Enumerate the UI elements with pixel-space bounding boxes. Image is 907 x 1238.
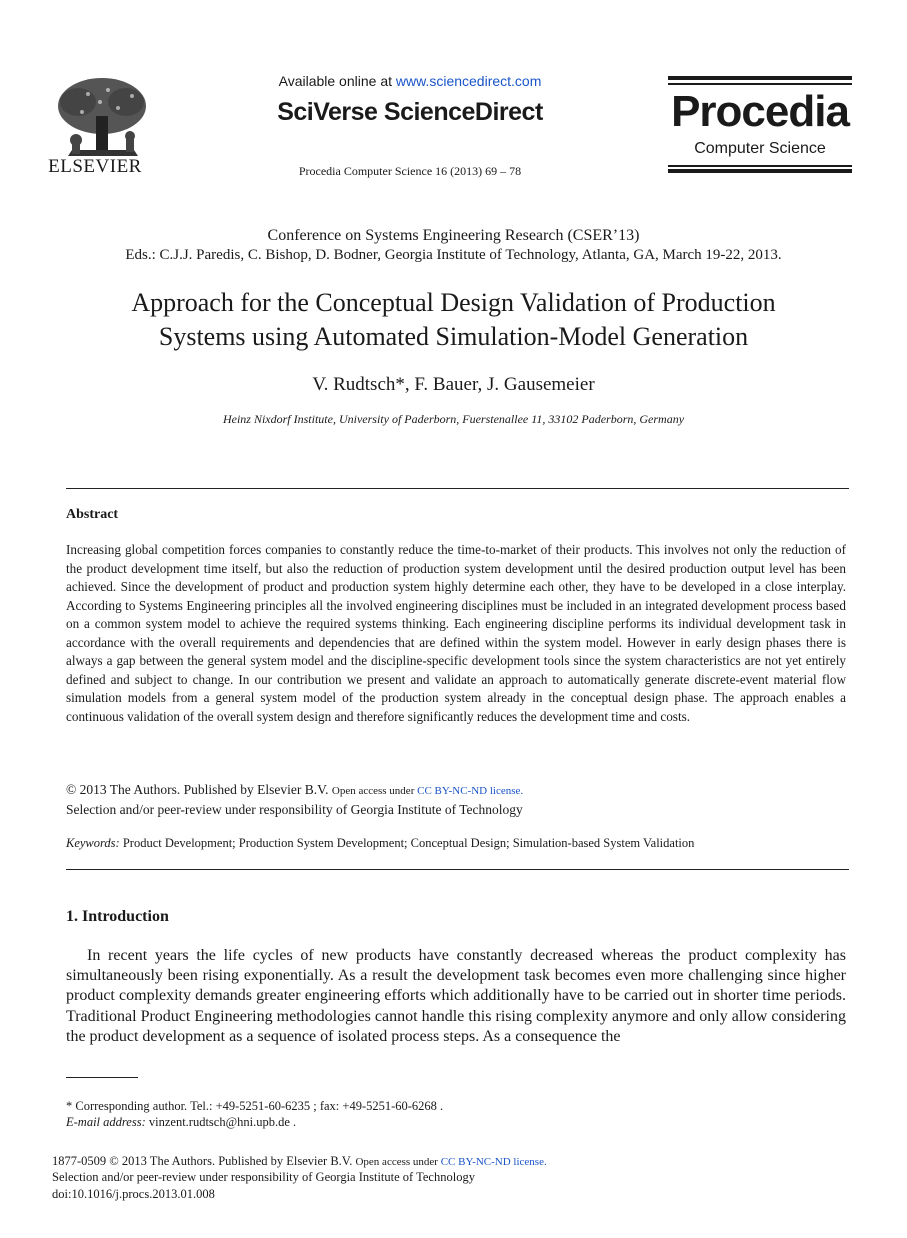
copyright-main: © 2013 The Authors. Published by Elsevier B.V. [66, 782, 332, 797]
affiliation: Heinz Nixdorf Institute, University of Paderborn, Fuerstenallee 11, 33102 Paderborn, Germany [222, 412, 685, 426]
copyright-line [66, 782, 523, 798]
email-address[interactable]: vinzent.rudtsch@hni.upb.de . [145, 1115, 297, 1129]
title-line-2: Systems using Automated Simulation-Model Generation [158, 322, 749, 351]
logo-bar-top-thin [668, 83, 852, 85]
title-line-1: Approach for the Conceptual Design Validation of Production [131, 288, 776, 317]
elsevier-wordmark: ELSEVIER [48, 156, 142, 177]
footer-open-access: Open access under [355, 1156, 441, 1168]
open-access-label: Open access under [331, 785, 418, 797]
peer-review-line: Selection and/or peer-review under responsibility of Georgia Institute of Technology [66, 802, 523, 817]
procedia-subtitle: Computer Science [694, 140, 826, 157]
footer-peer-review: Selection and/or peer-review under responsibility of Georgia Institute of Technology [52, 1170, 475, 1184]
footer-copyright-main: 1877-0509 © 2013 The Authors. Published by Elsevier B.V. [52, 1154, 356, 1168]
platform-name: SciVerse ScienceDirect [277, 98, 543, 126]
procedia-wordmark: Procedia [671, 87, 849, 136]
divider-bottom [66, 869, 849, 870]
conference-name: Conference on Systems Engineering Research (CSER’13) [267, 227, 640, 244]
sciencedirect-link[interactable]: www.sciencedirect.com [395, 73, 542, 89]
logo-bar-top [668, 76, 852, 80]
keywords-line [66, 836, 694, 851]
editors-line: Eds.: C.J.J. Paredis, C. Bishop, D. Bodner, Georgia Institute of Technology, Atlanta, GA, March 19-22, 2013. [125, 247, 782, 263]
email-footnote [66, 1115, 296, 1130]
keywords-text: Product Development; Production System Development; Conceptual Design; Simulation-based System Validation [119, 836, 695, 850]
abstract-text: Increasing global competition forces companies to constantly reduce the time-to-market of their products. This involves not only the reduction of the product development time itself, but also the reduction of production system development until the desired production output level has been achieved. Since the development of product and production system highly determine each other, they have to be developed in a close interplay. According to Systems Engineering principles all the involved engineering disciplines must be included in an integrated development process based on a common system model to achieve the required systems thinking. Each engineering discipline performs its individual development task in accordance with the overall requirements and dependencies that are defined within the system model. However in early design phases there is always a gap between the general system model and the discipline-specific development tools since the system characteristics are not yet entirely defined and subject to change. In our contribution we present and validate an approach to automatically generate discrete-event material flow simulation models from a general system model of the production system already in the conceptual design phase. The approach enables a continuous validation of the overall system design and therefore significantly reduces the development time and costs. [66, 542, 846, 724]
footer-license-link[interactable]: CC BY-NC-ND license. [440, 1156, 547, 1168]
introduction-text: In recent years the life cycles of new products have constantly decreased whereas the product complexity has simultaneously been rising exponentially. As a result the development task becomes even more challenging since higher product complexity demands greater engineering efforts which additionally have to be carried out in shorter time periods. Traditional Product Engineering methodologies cannot handle this rising complexity anymore and only allow considering the product development as a sequence of isolated process steps. As a consequence the [66, 947, 846, 1045]
authors: V. Rudtsch*, F. Bauer, J. Gausemeier [312, 374, 595, 395]
divider-top [66, 488, 849, 489]
footer-copyright [52, 1154, 547, 1169]
logo-bar-bottom-thin [668, 165, 852, 167]
footnote-divider [66, 1077, 138, 1078]
corresponding-author-footnote: * Corresponding author. Tel.: +49-5251-60-6235 ; fax: +49-5251-60-6268 . [66, 1099, 444, 1113]
abstract-heading: Abstract [66, 507, 119, 522]
available-prefix: Available online at [278, 73, 396, 89]
available-online-line [260, 73, 560, 89]
footer-doi[interactable]: doi:10.1016/j.procs.2013.01.008 [52, 1187, 215, 1201]
license-link[interactable]: CC BY-NC-ND license. [417, 785, 524, 797]
keywords-label: Keywords: [66, 836, 120, 850]
logo-bar-bottom [668, 169, 852, 173]
journal-reference: Procedia Computer Science 16 (2013) 69 – 78 [298, 164, 522, 178]
procedia-logo [668, 76, 852, 174]
paper-title [40, 286, 867, 354]
email-label: E-mail address: [66, 1115, 146, 1129]
introduction-heading: 1. Introduction [66, 908, 169, 925]
